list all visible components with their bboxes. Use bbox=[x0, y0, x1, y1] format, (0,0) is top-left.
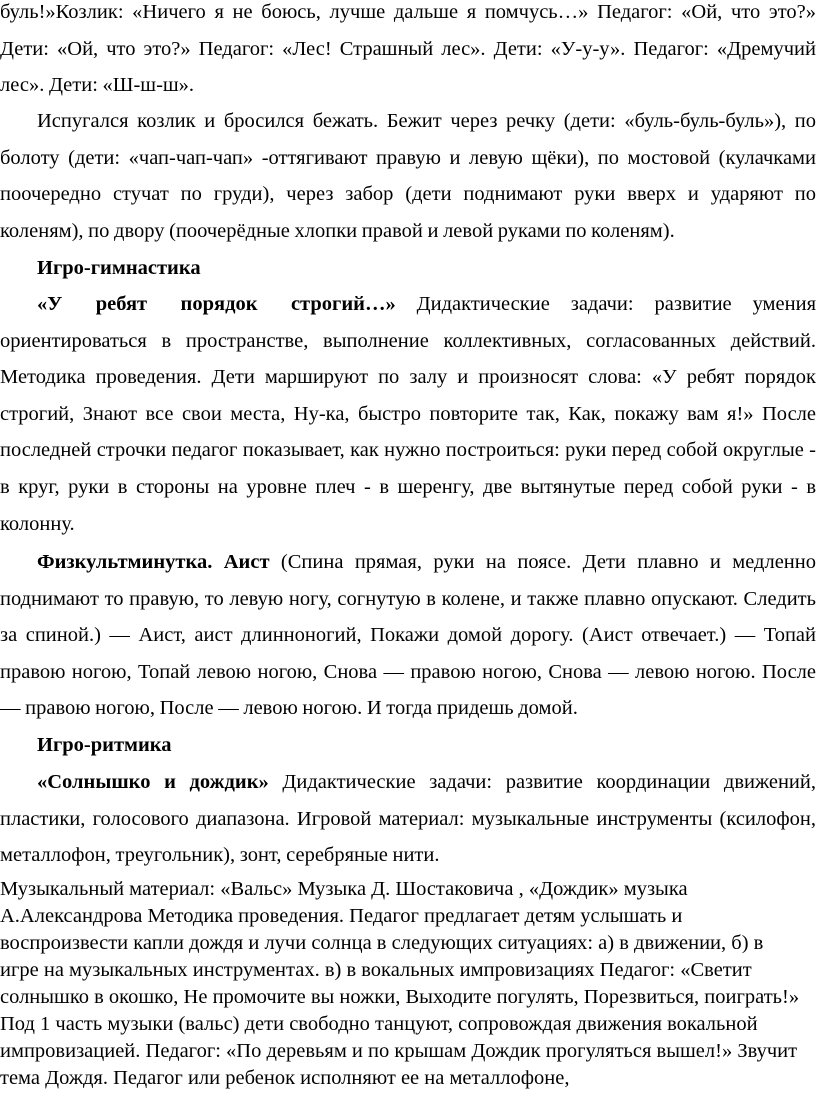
paragraph-fizkultminutka-aist bbox=[0, 544, 816, 727]
game-title-solnyshko: «Солнышко и дождик» bbox=[37, 771, 269, 793]
paragraph-u-rebyat-body: Дидактические задачи: развитие умения ориентироваться в пространстве, выполнение коллективных, согласованных действий. Методика проведения. Дети маршируют по залу и произносят слова: «У ребят порядок строгий, Знают все свои места, Ну-ка, быстро повторите так, Как, покажу вам я!» После последней строчки педагог показывает, как нужно построиться: руки перед собой округлые - в круг, руки в стороны на уровне плеч - в шеренгу, две вытянутые перед собой руки - в колонну. bbox=[0, 293, 816, 535]
paragraph-u-rebyat-poryadok bbox=[0, 286, 816, 542]
heading-igro-ritmika: Игро-ритмика bbox=[37, 734, 172, 756]
paragraph-solnyshko-body: Дидактические задачи: развитие координации движений, пластики, голосового диапазона. Игровой материал: музыкальные инструменты (ксилофон, металлофон, треугольник), зонт, серебряные нити. bbox=[0, 771, 816, 867]
paragraph-muzykalnyi-material: Музыкальный материал: «Вальс» Музыка Д. Шостаковича , «Дождик» музыка А.Александрова Методика проведения. Педагог предлагает детям услышать и воспроизвести капли дождя и лучи солнца в следующих ситуациях: а) в движении, б) в игре на музыкальных инструментах. в) в вокальных импровизациях Педагог: «Светит солнышко в окошко, Не промочите вы ножки, Выходите погулять, Порезвиться, поиграть!» Под 1 часть музыки (вальс) дети свободно танцуют, сопровождая движения вокальной импровизацией. Педагог: «По деревьям и по крышам Дождик прогуляться вышел!» Звучит тема Дождя. Педагог или ребенок исполняют ее на металлофоне, bbox=[0, 878, 800, 1089]
paragraph-kozlik-dialogue: буль!»Козлик: «Ничего я не боюсь, лучше дальше я помчусь…» Педагог: «Ой, что это?» Дети: «Ой, что это?» Педагог: «Лес! Страшный лес». Дети: «У-у-у». Педагог: «Дремучий лес». Дети: «Ш-ш-ш». bbox=[0, 1, 816, 97]
game-title-u-rebyat: «У ребят порядок строгий…» bbox=[37, 293, 396, 315]
game-title-aist: Физкультминутка. Аист bbox=[37, 551, 270, 573]
paragraph-solnyshko-i-dozhdik bbox=[0, 764, 816, 874]
heading-igro-gimnastika: Игро-гимнастика bbox=[37, 257, 201, 279]
paragraph-aist-body: (Спина прямая, руки на поясе. Дети плавно и медленно поднимают то правую, то левую ногу, согнутую в колене, и также плавно опускают. Следить за спиной.) — Аист, аист длинноногий, Покажи домой дорогу. (Аист отвечает.) — Топай правою ногою, Топай левою ногою, Снова — правою ногою, Снова — левою ногою. После — правою ногою, После — левою ногою. И тогда придешь домой. bbox=[0, 551, 816, 720]
paragraph-kozlik-escape: Испугался козлик и бросился бежать. Бежит через речку (дети: «буль-буль-буль»), по болоту (дети: «чап-чап-чап» -оттягивают правую и левую щёки), по мостовой (кулачками поочередно стучат по груди), через забор (дети поднимают руки вверх и ударяют по коленям), по двору (поочерёдные хлопки правой и левой руками по коленям). bbox=[0, 110, 816, 242]
